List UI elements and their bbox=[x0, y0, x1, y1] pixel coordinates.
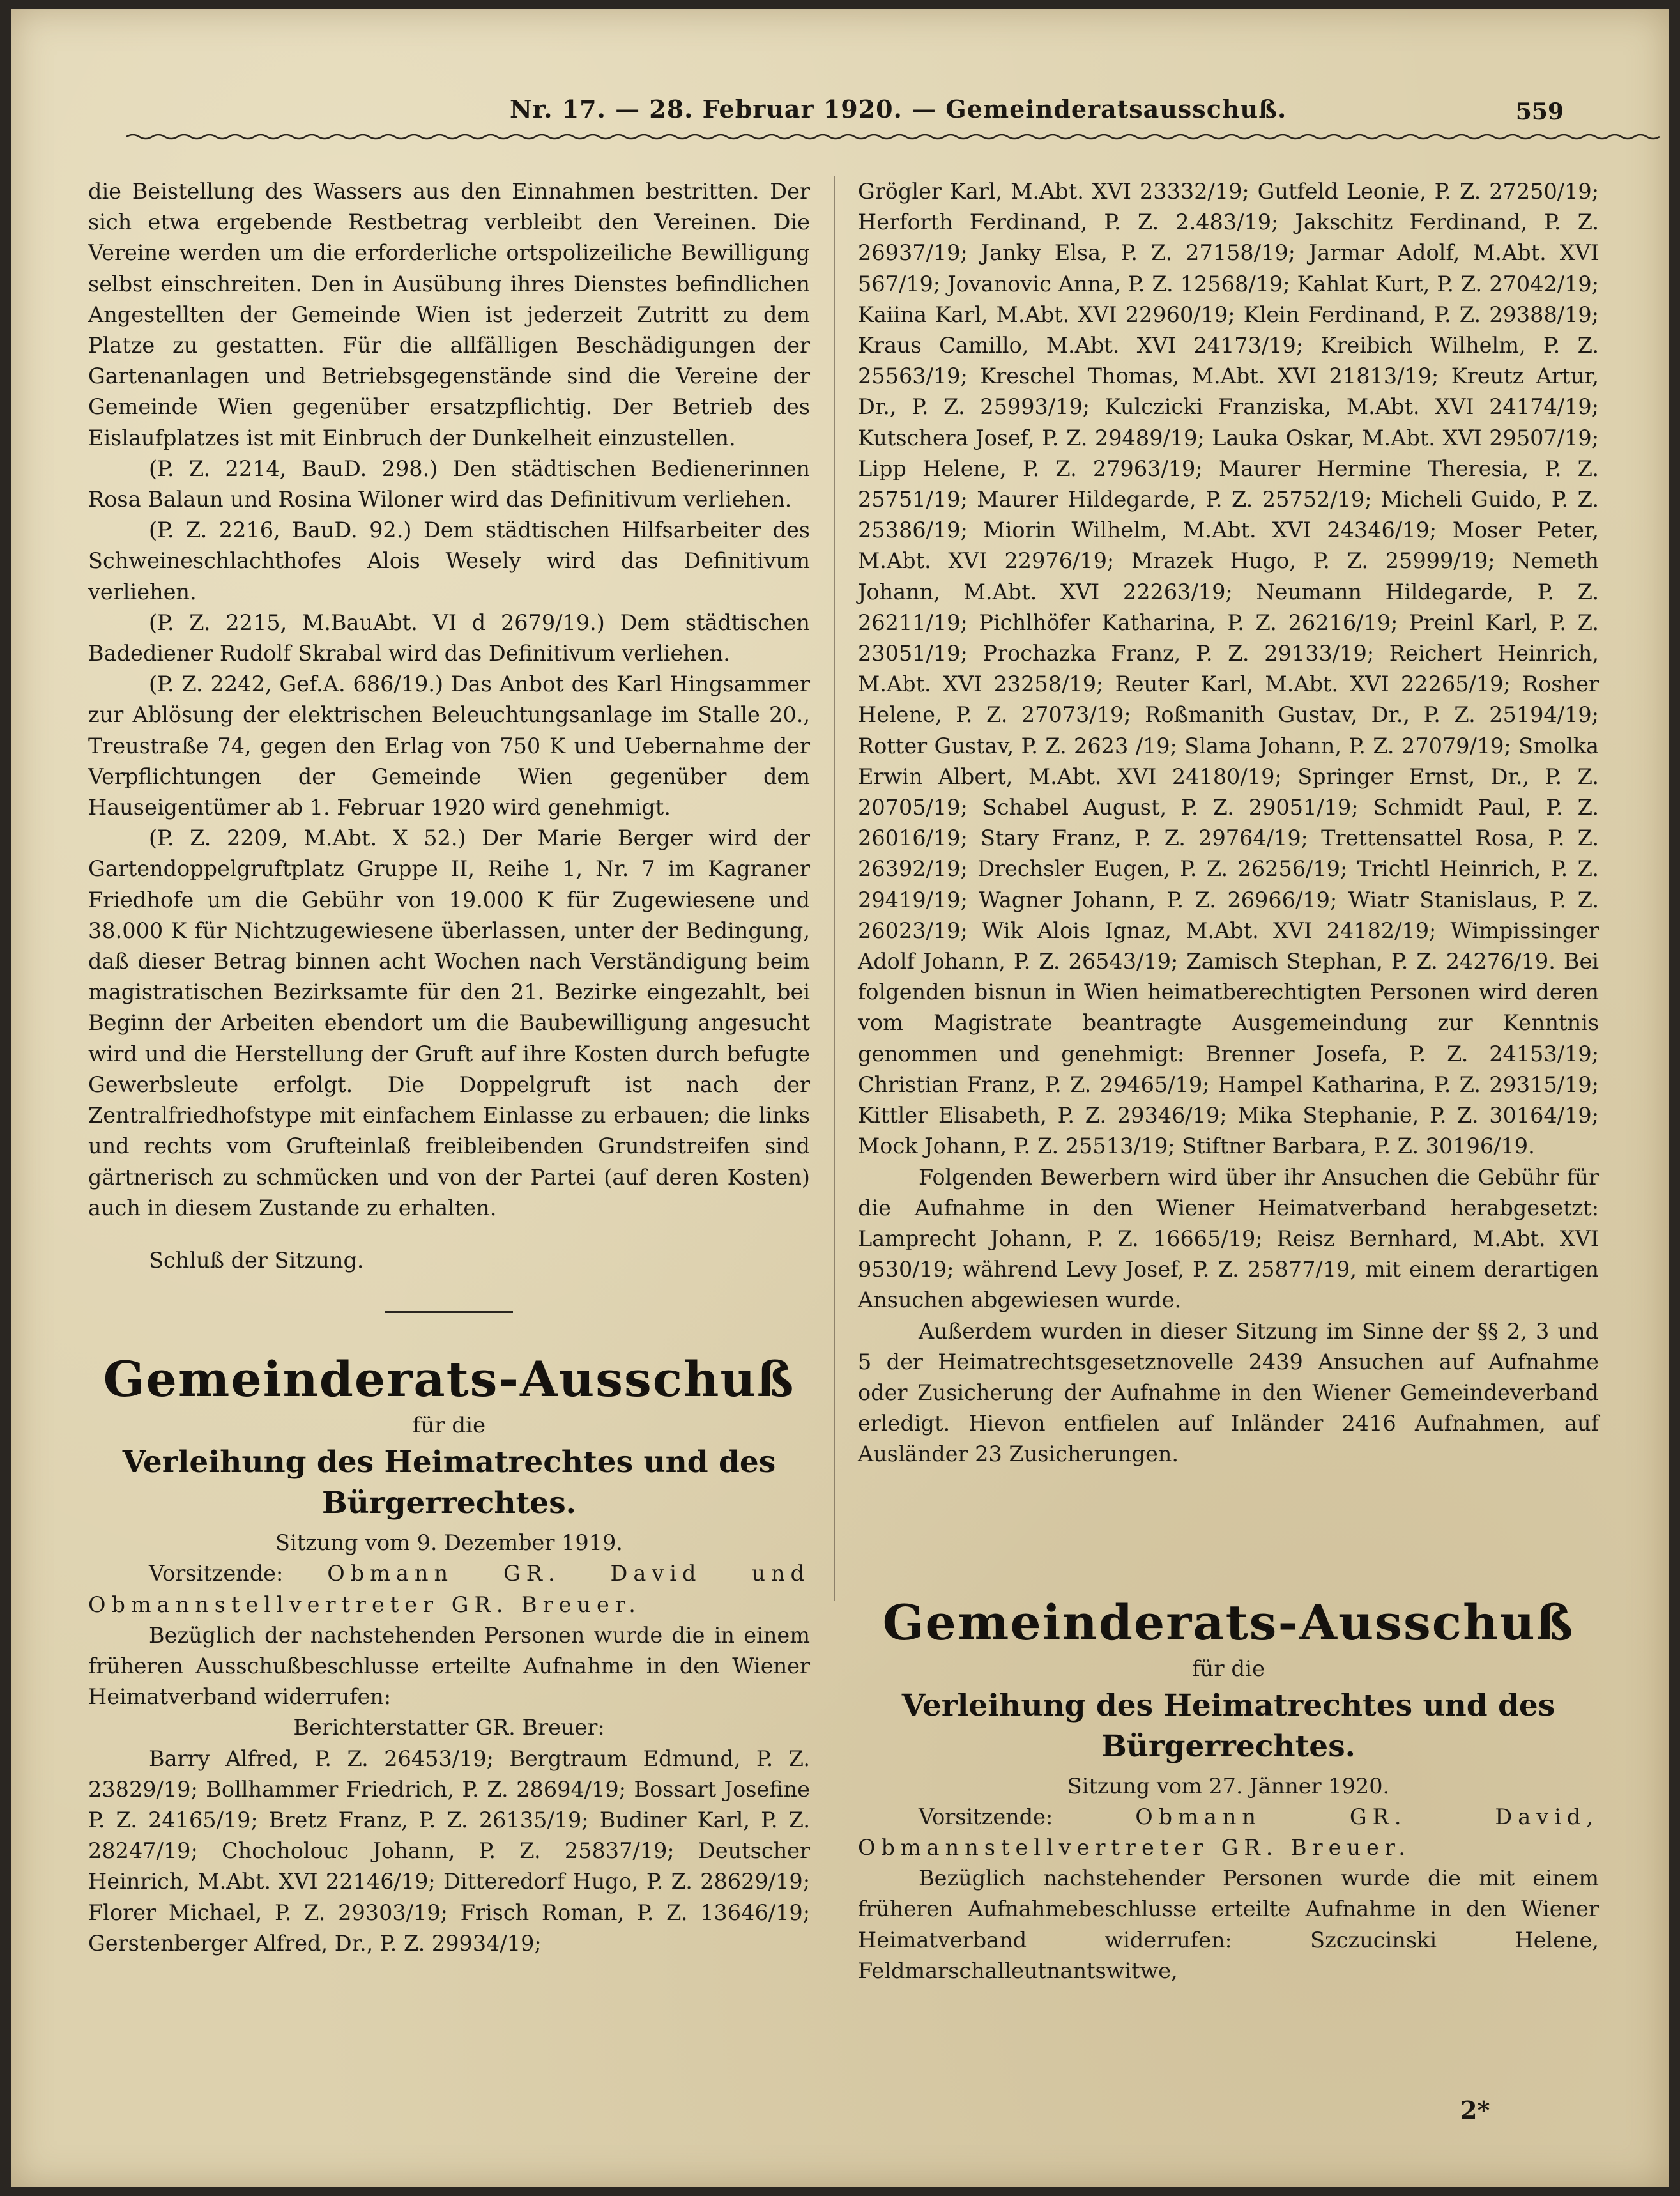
name-list: Barry Alfred, P. Z. 26453/19; Bergtraum Edmund, P. Z. 23829/19; Bollhammer Friedrich, P. Z. 28694/19; Bossart Josefine P. Z. 24165/19; Bretz Franz, P. Z. 26135/19; Budiner Karl, P. Z. 28247/19; Chocholouc Johann, P. Z. 25837/19; Deutscher Heinrich, M.Abt. XVI 22146/19; Ditteredorf Hugo, P. Z. 28629/19; Florer Michael, P. Z. 29303/19; Frisch Roman, P. Z. 13646/19; Gerstenberger Alfred, Dr., P. Z. 29934/19; bbox=[88, 1746, 810, 1956]
closing-line: Schluß der Sitzung. bbox=[149, 1247, 364, 1273]
page-number: 559 bbox=[1515, 98, 1564, 125]
section-divider bbox=[385, 1311, 513, 1313]
reporter-line: Berichterstatter GR. Breuer: bbox=[293, 1715, 605, 1740]
paragraph: Folgenden Bewerbern wird über ihr Ansuchen die Gebühr für die Aufnahme in den Wiener Heimatverband herabgesetzt: Lamprecht Johann, P. Z. 16665/19; Reisz Bernhard, M.Abt. XVI 9530/19; während Levy Josef, P. Z. 25877/19, mit einem derartigen Ansuchen abgewiesen wurde. bbox=[858, 1164, 1599, 1313]
chair-line bbox=[858, 1802, 1599, 1863]
header-wavy-rule bbox=[126, 132, 1660, 142]
section-subtitle: Verleihung des Heimatrechtes und des Bürgerrechtes. bbox=[901, 1687, 1555, 1764]
paragraph: Bezüglich nachstehender Personen wurde die mit einem früheren Aufnahmebeschlusse erteilte Aufnahme in den Wiener Heimatverband widerrufen: Szczucinski Helene, Feldmarschalleutnantswitwe, bbox=[858, 1866, 1599, 1983]
section-fuer-die: für die bbox=[1191, 1655, 1265, 1682]
section-fuer-die: für die bbox=[412, 1413, 486, 1439]
paragraph: die Beistellung des Wassers aus den Einnahmen bestritten. Der sich etwa ergebende Restbetrag verbleibt den Vereinen. Die Vereine werden um die erforderliche ortspolizeiliche Bewilligung selbst einschreiten. Den in Ausübung ihres Dienstes befindlichen Angestellten der Gemeinde Wien ist jederzeit Zutritt zu dem Platze zu gestatten. Für die allfälligen Beschädigungen der Gartenanlagen und Betriebsgegenstände sind die Vereine der Gemeinde Wien gegenüber ersatzpflichtig. Der Betrieb des Eislaufplatzes ist mit Einbruch der Dunkelheit einzustellen. bbox=[88, 179, 810, 450]
section-title: Gemeinderats-Ausschuß bbox=[882, 1593, 1575, 1651]
paragraph: (P. Z. 2214, BauD. 298.) Den städtischen Bedienerinnen Rosa Balaun und Rosina Wiloner wird das Definitivum verliehen. bbox=[88, 456, 810, 512]
section-title: Gemeinderats-Ausschuß bbox=[103, 1351, 795, 1408]
chair-label: Vorsitzende: bbox=[919, 1804, 1053, 1829]
page-header bbox=[114, 84, 1583, 142]
chair-label: Vorsitzende: bbox=[149, 1561, 284, 1586]
name-list: Grögler Karl, M.Abt. XVI 23332/19; Gutfeld Leonie, P. Z. 27250/19; Herforth Ferdinand, P. Z. 2.483/19; Jakschitz Ferdinand, P. Z. 26937/19; Janky Elsa, P. Z. 27158/19; Jarmar Adolf, M.Abt. XVI 567/19; Jovanovic Anna, P. Z. 12568/19; Kahlat Kurt, P. Z. 27042/19; Kaiina Karl, M.Abt. XVI 22960/19; Klein Ferdinand, P. Z. 29388/19; Kraus Camillo, M.Abt. XVI 24173/19; Kreibich Wilhelm, P. Z. 25563/19; Kreschel Thomas, M.Abt. XVI 21813/19; Kreutz Artur, Dr., P. Z. 25993/19; Kulczicki Franziska, M.Abt. XVI 24174/19; Kutschera Josef, P. Z. 29489/19; Lauka Oskar, M.Abt. XVI 29507/19; Lipp Helene, P. Z. 27963/19; Maurer Hermine Theresia, P. Z. 25751/19; Maurer Hildegarde, P. Z. 25752/19; Micheli Guido, P. Z. 25386/19; Miorin Wilhelm, M.Abt. XVI 24346/19; Moser Peter, M.Abt. XVI 22976/19; Mrazek Hugo, P. Z. 25999/19; Nemeth Johann, M.Abt. XVI 22263/19; Neumann Hildegarde, P. Z. 26211/19; Pichlhöfer Katharina, P. Z. 26216/19; Preinl Karl, P. Z. 23051/19; Prochazka Franz, P. Z. 29133/19; Reichert Heinrich, M.Abt. XVI 23258/19; Reuter Karl, M.Abt. XVI 22265/19; Rosher Helene, P. Z. 27073/19; Roßmanith Gustav, Dr., P. Z. 25194/19; Rotter Gustav, P. Z. 2623 /19; Slama Johann, P. Z. 27079/19; Smolka Erwin Albert, M.Abt. XVI 24180/19; Springer Ernst, Dr., P. Z. 20705/19; Schabel August, P. Z. 29051/19; Schmidt Paul, P. Z. 26016/19; Stary Franz, P. Z. 29764/19; Trettensattel Rosa, P. Z. 26392/19; Drechsler Eugen, P. Z. 26256/19; Trichtl Heinrich, P. Z. 29419/19; Wagner Johann, P. Z. 26966/19; Wiatr Stanislaus, P. Z. 26023/19; Wik Alois Ignaz, M.Abt. XVI 24182/19; Wimpissinger Adolf Johann, P. Z. 26543/19; Zamisch Stephan, P. Z. 24276/19. Bei folgenden bisnun in Wien heimatberechtigten Personen wird deren vom Magistrate beantragte Ausgemeindung zur Kenntnis genommen und genehmigt: Brenner Josefa, P. Z. 24153/19; Christian Franz, P. Z. 29465/19; Hampel Katharina, P. Z. 29315/19; Kittler Elisabeth, P. Z. 29346/19; Mika Stephanie, P. Z. 30164/19; Mock Johann, P. Z. 25513/19; Stiftner Barbara, P. Z. 30196/19. bbox=[858, 179, 1599, 1159]
paragraph: (P. Z. 2209, M.Abt. X 52.) Der Marie Berger wird der Gartendoppelgruftplatz Gruppe II, Reihe 1, Nr. 7 im Kagraner Friedhofe um die Gebühr von 19.000 K für Zugewiesene und 38.000 K für Nichtzugewiesene überlassen, unter der Bedingung, daß dieser Betrag binnen acht Wochen nach Verständigung beim magistratischen Bezirksamte für den 21. Bezirke eingezahlt, bei Beginn der Arbeiten ebendort um die Baubewilligung angesucht wird und die Herstellung der Gruft auf ihre Kosten durch befugte Gewerbsleute erfolgt. Die Doppelgruft ist nach der Zentralfriedhofstype mit einfachem Einlasse zu erbauen; die links und rechts vom Grufteinlaß freibleibenden Grundstreifen sind gärtnerisch zu schmücken und von der Partei (auf deren Kosten) auch in diesem Zustande zu erhalten. bbox=[88, 825, 810, 1220]
paragraph: (P. Z. 2215, M.BauAbt. VI d 2679/19.) Dem städtischen Badediener Rudolf Skrabal wird das Definitivum verliehen. bbox=[88, 610, 810, 666]
paragraph: Bezüglich der nachstehenden Personen wurde die in einem früheren Ausschußbeschlusse erteilte Aufnahme in den Wiener Heimatverband widerrufen: bbox=[88, 1622, 810, 1710]
chair-line bbox=[88, 1558, 810, 1620]
chair-names: Obmann GR. David und Obmannstellvertreter GR. Breuer. bbox=[88, 1561, 811, 1617]
paragraph: Außerdem wurden in dieser Sitzung im Sinne der §§ 2, 3 und 5 der Heimatrechtsgesetznovelle 2439 Ansuchen auf Aufnahme oder Zusicherung der Aufnahme in den Wiener Gemeindeverband erledigt. Hievon entfielen auf Inländer 2416 Aufnahmen, auf Ausländer 23 Zusicherungen. bbox=[858, 1318, 1599, 1467]
paragraph: (P. Z. 2216, BauD. 92.) Dem städtischen Hilfsarbeiter des Schweineschlachthofes Alois Wesely wird das Definitivum verliehen. bbox=[88, 518, 810, 604]
sitting-date: Sitzung vom 27. Jänner 1920. bbox=[1067, 1773, 1390, 1799]
paragraph: (P. Z. 2242, Gef.A. 686/19.) Das Anbot des Karl Hingsammer zur Ablösung der elektrischen Beleuchtungsanlage im Stalle 20., Treustraße 74, gegen den Erlag von 750 K und Uebernahme der Verpflichtungen der Gemeinde Wien gegenüber dem Hauseigentümer ab 1. Februar 1920 wird genehmigt. bbox=[88, 672, 810, 820]
column-divider bbox=[834, 176, 835, 1601]
signature-mark: 2* bbox=[1460, 2096, 1490, 2124]
sitting-date: Sitzung vom 9. Dezember 1919. bbox=[275, 1530, 623, 1556]
newspaper-page bbox=[11, 9, 1669, 2187]
chair-names: Obmann GR. David, Obmannstellvertreter GR. Breuer. bbox=[858, 1804, 1599, 1860]
section-subtitle: Verleihung des Heimatrechtes und des Bürgerrechtes. bbox=[122, 1445, 776, 1521]
running-head: Nr. 17. — 28. Februar 1920. — Gemeinderatsausschuß. bbox=[510, 95, 1287, 123]
right-column bbox=[858, 176, 1599, 1986]
left-column bbox=[88, 176, 810, 1959]
